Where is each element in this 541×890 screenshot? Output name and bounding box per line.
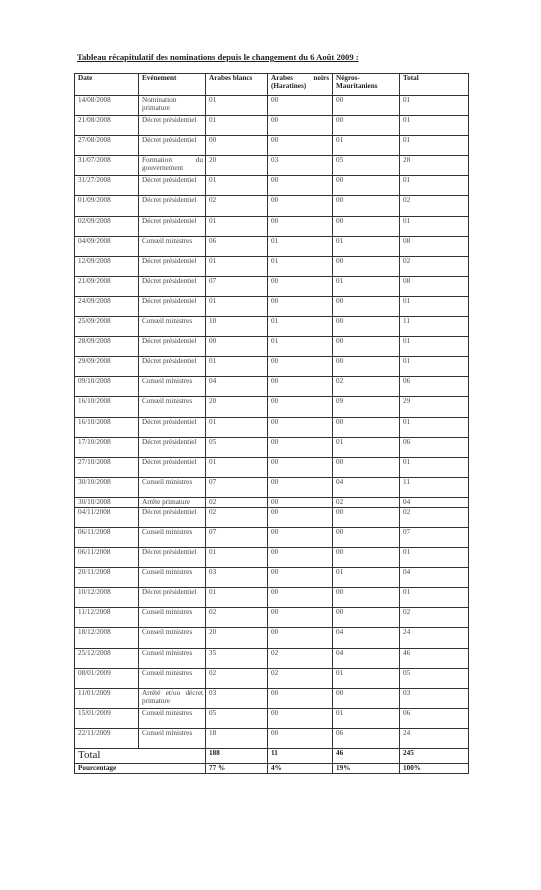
cell-negro-mauritaniens: 00	[333, 357, 400, 377]
cell-total: 02	[400, 196, 469, 216]
cell-total: 11	[400, 317, 469, 337]
nominations-table	[74, 73, 469, 774]
cell-total: 01	[400, 588, 469, 608]
table-row	[75, 256, 469, 276]
cell-event: Décret présidentiel	[139, 507, 206, 527]
cell-event: Conseil ministres	[139, 236, 206, 256]
table-row	[75, 136, 469, 156]
cell-total: 02	[400, 256, 469, 276]
cell-date: 18/12/2008	[75, 628, 139, 648]
cell-arabes-noirs: 00	[268, 708, 333, 728]
cell-event: Conseil ministres	[139, 628, 206, 648]
cell-arabes-blancs: 18	[206, 728, 268, 748]
cell-arabes-noirs: 00	[268, 357, 333, 377]
percentage-row	[75, 764, 469, 774]
cell-date: 31/27/2008	[75, 176, 139, 196]
cell-date: 28/09/2008	[75, 337, 139, 357]
cell-negro-mauritaniens: 00	[333, 116, 400, 136]
cell-event: Arrête primature	[139, 497, 206, 507]
cell-event: Décret présidentiel	[139, 196, 206, 216]
cell-total: 02	[400, 507, 469, 527]
cell-arabes-blancs: 03	[206, 568, 268, 588]
cell-date: 12/09/2008	[75, 256, 139, 276]
cell-date: 06/11/2008	[75, 548, 139, 568]
cell-arabes-blancs: 07	[206, 477, 268, 497]
cell-negro-mauritaniens: 00	[333, 588, 400, 608]
table-row	[75, 688, 469, 708]
table-row	[75, 116, 469, 136]
cell-arabes-noirs: 00	[268, 527, 333, 547]
cell-total: 06	[400, 708, 469, 728]
cell-total: 29	[400, 397, 469, 417]
cell-negro-mauritaniens: 00	[333, 417, 400, 437]
cell-negro-mauritaniens: 01	[333, 708, 400, 728]
cell-total: 46	[400, 648, 469, 668]
cell-negro-mauritaniens: 06	[333, 728, 400, 748]
cell-event: Décret présidentiel	[139, 136, 206, 156]
cell-total: 06	[400, 437, 469, 457]
cell-arabes-blancs: 01	[206, 357, 268, 377]
table-row	[75, 196, 469, 216]
totals-label: Total	[75, 749, 206, 764]
percentage-total: 100%	[400, 764, 469, 774]
cell-negro-mauritaniens: 01	[333, 236, 400, 256]
cell-arabes-blancs: 02	[206, 196, 268, 216]
table-row	[75, 357, 469, 377]
cell-arabes-blancs: 01	[206, 457, 268, 477]
cell-negro-mauritaniens: 01	[333, 136, 400, 156]
table-body	[75, 96, 469, 749]
cell-total: 01	[400, 216, 469, 236]
cell-arabes-noirs: 00	[268, 628, 333, 648]
cell-event: Décret présidentiel	[139, 276, 206, 296]
cell-arabes-noirs: 00	[268, 276, 333, 296]
cell-negro-mauritaniens: 02	[333, 377, 400, 397]
cell-arabes-blancs: 05	[206, 437, 268, 457]
table-row	[75, 317, 469, 337]
cell-total: 01	[400, 357, 469, 377]
cell-negro-mauritaniens: 00	[333, 176, 400, 196]
cell-arabes-blancs: 01	[206, 548, 268, 568]
table-header-row	[75, 74, 469, 96]
cell-arabes-noirs: 02	[268, 648, 333, 668]
cell-negro-mauritaniens: 01	[333, 437, 400, 457]
cell-negro-mauritaniens: 00	[333, 256, 400, 276]
cell-event: Arrêté et/ou décret primature	[139, 688, 206, 708]
cell-negro-mauritaniens: 01	[333, 668, 400, 688]
cell-date: 09/10/2008	[75, 377, 139, 397]
table-row	[75, 236, 469, 256]
cell-total: 11	[400, 477, 469, 497]
cell-event: Décret présidentiel	[139, 337, 206, 357]
cell-arabes-blancs: 01	[206, 116, 268, 136]
cell-total: 01	[400, 116, 469, 136]
cell-event: Conseil ministres	[139, 668, 206, 688]
cell-arabes-noirs: 00	[268, 176, 333, 196]
cell-arabes-noirs: 00	[268, 377, 333, 397]
cell-date: 14/08/2008	[75, 96, 139, 116]
cell-date: 04/11/2008	[75, 507, 139, 527]
cell-date: 04/09/2008	[75, 236, 139, 256]
cell-event: Décret présidentiel	[139, 216, 206, 236]
cell-event: Décret présidentiel	[139, 457, 206, 477]
cell-total: 06	[400, 377, 469, 397]
cell-arabes-noirs: 00	[268, 196, 333, 216]
cell-date: 25/09/2008	[75, 317, 139, 337]
percentage-negro-mauritaniens: 19%	[333, 764, 400, 774]
cell-total: 01	[400, 457, 469, 477]
cell-total: 01	[400, 417, 469, 437]
cell-total: 24	[400, 628, 469, 648]
cell-arabes-noirs: 01	[268, 337, 333, 357]
cell-negro-mauritaniens: 00	[333, 317, 400, 337]
cell-total: 01	[400, 136, 469, 156]
header-arabes-noirs-line2: (Haratines)	[271, 82, 307, 91]
cell-total: 04	[400, 497, 469, 507]
cell-event: Décret présidentiel	[139, 437, 206, 457]
cell-event: Conseil ministres	[139, 608, 206, 628]
table-row	[75, 548, 469, 568]
cell-arabes-blancs: 02	[206, 608, 268, 628]
cell-arabes-noirs: 00	[268, 296, 333, 316]
cell-event: Décret présidentiel	[139, 116, 206, 136]
cell-total: 07	[400, 527, 469, 547]
cell-date: 02/09/2008	[75, 216, 139, 236]
table-row	[75, 728, 469, 748]
cell-total: 24	[400, 728, 469, 748]
cell-negro-mauritaniens: 00	[333, 337, 400, 357]
cell-total: 04	[400, 568, 469, 588]
totals-row	[75, 749, 469, 764]
cell-event: Conseil ministres	[139, 568, 206, 588]
cell-negro-mauritaniens: 00	[333, 507, 400, 527]
percentage-arabes-blancs: 77 %	[206, 764, 268, 774]
cell-date: 08/01/2009	[75, 668, 139, 688]
cell-negro-mauritaniens: 00	[333, 296, 400, 316]
cell-arabes-blancs: 20	[206, 628, 268, 648]
table-row	[75, 648, 469, 668]
cell-arabes-blancs: 01	[206, 176, 268, 196]
header-arabes-noirs	[268, 74, 333, 96]
table-row	[75, 668, 469, 688]
cell-date: 30/10/2008	[75, 477, 139, 497]
cell-arabes-noirs: 00	[268, 477, 333, 497]
cell-date: 27/10/2008	[75, 457, 139, 477]
cell-total: 28	[400, 156, 469, 176]
cell-date: 29/09/2008	[75, 357, 139, 377]
cell-date: 20/11/2008	[75, 568, 139, 588]
percentage-arabes-noirs: 4%	[268, 764, 333, 774]
cell-arabes-blancs: 05	[206, 708, 268, 728]
cell-arabes-blancs: 07	[206, 276, 268, 296]
cell-arabes-noirs: 01	[268, 256, 333, 276]
table-row	[75, 608, 469, 628]
cell-negro-mauritaniens: 04	[333, 628, 400, 648]
cell-arabes-blancs: 02	[206, 507, 268, 527]
cell-arabes-blancs: 02	[206, 497, 268, 507]
cell-negro-mauritaniens: 02	[333, 497, 400, 507]
cell-arabes-blancs: 20	[206, 156, 268, 176]
cell-negro-mauritaniens: 00	[333, 527, 400, 547]
cell-arabes-blancs: 01	[206, 96, 268, 116]
cell-arabes-blancs: 02	[206, 668, 268, 688]
cell-total: 01	[400, 337, 469, 357]
cell-arabes-noirs: 01	[268, 236, 333, 256]
cell-arabes-noirs: 00	[268, 588, 333, 608]
table-row	[75, 397, 469, 417]
cell-arabes-noirs: 02	[268, 668, 333, 688]
cell-event: Conseil ministres	[139, 317, 206, 337]
cell-date: 31/07/2008	[75, 156, 139, 176]
cell-arabes-blancs: 00	[206, 337, 268, 357]
cell-total: 05	[400, 668, 469, 688]
cell-event: Conseil ministres	[139, 708, 206, 728]
header-negro-mauritaniens	[333, 74, 400, 96]
cell-negro-mauritaniens: 00	[333, 688, 400, 708]
header-negro-line1: Négros-	[336, 74, 360, 82]
table-row	[75, 96, 469, 116]
header-arabes-blancs: Arabes blancs	[206, 74, 268, 96]
table-row	[75, 437, 469, 457]
cell-arabes-blancs: 06	[206, 236, 268, 256]
cell-date: 17/10/2008	[75, 437, 139, 457]
table-row	[75, 708, 469, 728]
table-row	[75, 337, 469, 357]
cell-arabes-blancs: 04	[206, 377, 268, 397]
cell-arabes-noirs: 00	[268, 568, 333, 588]
cell-arabes-blancs: 35	[206, 648, 268, 668]
table-row	[75, 417, 469, 437]
cell-negro-mauritaniens: 00	[333, 96, 400, 116]
table-row	[75, 497, 469, 507]
table-row	[75, 156, 469, 176]
cell-event: Conseil ministres	[139, 397, 206, 417]
table-row	[75, 457, 469, 477]
cell-arabes-noirs: 00	[268, 688, 333, 708]
table-row	[75, 377, 469, 397]
table-row	[75, 477, 469, 497]
cell-arabes-noirs: 00	[268, 116, 333, 136]
cell-arabes-blancs: 20	[206, 397, 268, 417]
cell-arabes-noirs: 03	[268, 156, 333, 176]
table-row	[75, 588, 469, 608]
cell-event: Conseil ministres	[139, 477, 206, 497]
cell-total: 08	[400, 276, 469, 296]
cell-event: Nomination primature	[139, 96, 206, 116]
header-event: Evénement	[139, 74, 206, 96]
cell-arabes-blancs: 01	[206, 588, 268, 608]
table-row	[75, 568, 469, 588]
cell-arabes-noirs: 00	[268, 417, 333, 437]
cell-arabes-noirs: 00	[268, 548, 333, 568]
header-date: Date	[75, 74, 139, 96]
cell-negro-mauritaniens: 05	[333, 156, 400, 176]
cell-date: 01/09/2008	[75, 196, 139, 216]
document-title: Tableau récapitulatif des nominations depuis le changement du 6 Août 2009 :	[77, 52, 359, 62]
cell-date: 30/10/2008	[75, 497, 139, 507]
cell-date: 11/01/2009	[75, 688, 139, 708]
cell-event: Conseil ministres	[139, 527, 206, 547]
table-row	[75, 276, 469, 296]
cell-event: Décret présidentiel	[139, 296, 206, 316]
cell-negro-mauritaniens: 04	[333, 648, 400, 668]
cell-arabes-noirs: 00	[268, 507, 333, 527]
totals-total: 245	[400, 749, 469, 764]
cell-negro-mauritaniens: 00	[333, 216, 400, 236]
cell-arabes-noirs: 00	[268, 397, 333, 417]
cell-arabes-noirs: 00	[268, 437, 333, 457]
cell-negro-mauritaniens: 00	[333, 548, 400, 568]
cell-total: 02	[400, 608, 469, 628]
cell-event: Conseil ministres	[139, 728, 206, 748]
header-arabes-noirs-line1: Arabes noirs	[271, 74, 329, 82]
cell-event: Décret présidentiel	[139, 176, 206, 196]
cell-date: 16/10/2008	[75, 397, 139, 417]
cell-event: Décret présidentiel	[139, 417, 206, 437]
cell-arabes-noirs: 00	[268, 497, 333, 507]
table-row	[75, 527, 469, 547]
cell-arabes-noirs: 00	[268, 136, 333, 156]
percentage-label: Pourcentage	[75, 764, 206, 774]
cell-date: 27/08/2008	[75, 136, 139, 156]
table-row	[75, 296, 469, 316]
cell-event: Conseil ministres	[139, 648, 206, 668]
cell-arabes-blancs: 03	[206, 688, 268, 708]
cell-arabes-blancs: 01	[206, 417, 268, 437]
cell-negro-mauritaniens: 00	[333, 457, 400, 477]
cell-date: 10/12/2008	[75, 588, 139, 608]
cell-negro-mauritaniens: 00	[333, 608, 400, 628]
cell-event: Conseil ministres	[139, 377, 206, 397]
cell-date: 15/01/2009	[75, 708, 139, 728]
cell-total: 08	[400, 236, 469, 256]
cell-date: 11/12/2008	[75, 608, 139, 628]
cell-arabes-blancs: 00	[206, 136, 268, 156]
cell-total: 01	[400, 96, 469, 116]
cell-date: 24/09/2008	[75, 296, 139, 316]
cell-arabes-noirs: 00	[268, 216, 333, 236]
cell-arabes-noirs: 00	[268, 728, 333, 748]
cell-date: 25/12/2008	[75, 648, 139, 668]
cell-date: 21/08/2008	[75, 116, 139, 136]
totals-arabes-noirs: 11	[268, 749, 333, 764]
cell-date: 21/09/2008	[75, 276, 139, 296]
cell-event: Décret présidentiel	[139, 588, 206, 608]
cell-arabes-blancs: 01	[206, 296, 268, 316]
table-row	[75, 176, 469, 196]
table-row	[75, 628, 469, 648]
cell-event: Décret présidentiel	[139, 357, 206, 377]
cell-date: 06/11/2008	[75, 527, 139, 547]
cell-date: 16/10/2008	[75, 417, 139, 437]
cell-total: 01	[400, 176, 469, 196]
cell-negro-mauritaniens: 01	[333, 568, 400, 588]
cell-arabes-noirs: 00	[268, 608, 333, 628]
cell-arabes-noirs: 01	[268, 317, 333, 337]
cell-total: 01	[400, 296, 469, 316]
totals-arabes-blancs: 188	[206, 749, 268, 764]
header-negro-line2: Mauritaniens	[336, 82, 378, 91]
cell-arabes-blancs: 10	[206, 317, 268, 337]
table-row	[75, 507, 469, 527]
cell-negro-mauritaniens: 00	[333, 196, 400, 216]
cell-negro-mauritaniens: 01	[333, 276, 400, 296]
cell-total: 03	[400, 688, 469, 708]
cell-event: Formation du gouvernement	[139, 156, 206, 176]
cell-total: 01	[400, 548, 469, 568]
cell-event: Décret présidentiel	[139, 548, 206, 568]
cell-negro-mauritaniens: 04	[333, 477, 400, 497]
totals-negro-mauritaniens: 46	[333, 749, 400, 764]
table-row	[75, 216, 469, 236]
cell-negro-mauritaniens: 09	[333, 397, 400, 417]
cell-arabes-noirs: 00	[268, 457, 333, 477]
cell-arabes-blancs: 07	[206, 527, 268, 547]
cell-arabes-noirs: 00	[268, 96, 333, 116]
cell-event: Décret présidentiel	[139, 256, 206, 276]
cell-arabes-blancs: 01	[206, 216, 268, 236]
header-total: Total	[400, 74, 469, 96]
cell-date: 22/11/2009	[75, 728, 139, 748]
cell-arabes-blancs: 01	[206, 256, 268, 276]
